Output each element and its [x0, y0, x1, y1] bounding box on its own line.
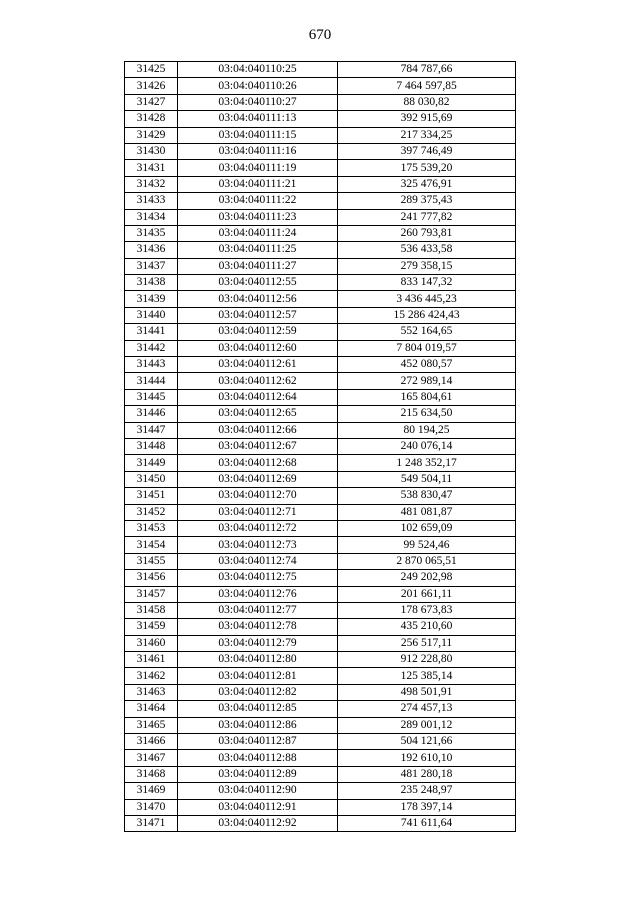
row-number-cell: 31443	[125, 357, 178, 373]
cadastral-value-cell: 215 634,50	[338, 406, 516, 422]
table-row	[125, 357, 516, 373]
row-number-cell: 31425	[125, 62, 178, 78]
row-number-cell: 31426	[125, 78, 178, 94]
row-number-cell: 31455	[125, 553, 178, 569]
row-number-cell: 31445	[125, 389, 178, 405]
cadastral-number-cell: 03:04:040112:55	[178, 275, 338, 291]
row-number-cell: 31431	[125, 160, 178, 176]
cadastral-number-cell: 03:04:040112:62	[178, 373, 338, 389]
cadastral-number-cell: 03:04:040111:24	[178, 225, 338, 241]
row-number-cell: 31459	[125, 619, 178, 635]
cadastral-number-cell: 03:04:040112:82	[178, 684, 338, 700]
cadastral-value-cell: 235 248,97	[338, 783, 516, 799]
cadastral-value-cell: 392 915,69	[338, 111, 516, 127]
row-number-cell: 31457	[125, 586, 178, 602]
cadastral-number-cell: 03:04:040112:73	[178, 537, 338, 553]
cadastral-value-cell: 435 210,60	[338, 619, 516, 635]
table-row	[125, 783, 516, 799]
cadastral-number-cell: 03:04:040112:80	[178, 652, 338, 668]
row-number-cell: 31463	[125, 684, 178, 700]
row-number-cell: 31451	[125, 488, 178, 504]
cadastral-value-cell: 260 793,81	[338, 225, 516, 241]
cadastral-value-cell: 538 830,47	[338, 488, 516, 504]
row-number-cell: 31434	[125, 209, 178, 225]
cadastral-value-cell: 178 397,14	[338, 799, 516, 815]
table-row	[125, 717, 516, 733]
cadastral-number-cell: 03:04:040112:68	[178, 455, 338, 471]
cadastral-number-cell: 03:04:040112:69	[178, 471, 338, 487]
cadastral-value-cell: 88 030,82	[338, 94, 516, 110]
row-number-cell: 31464	[125, 701, 178, 717]
table-row	[125, 143, 516, 159]
table-row	[125, 504, 516, 520]
cadastral-value-cell: 552 164,65	[338, 324, 516, 340]
row-number-cell: 31454	[125, 537, 178, 553]
cadastral-number-cell: 03:04:040112:81	[178, 668, 338, 684]
cadastral-number-cell: 03:04:040112:70	[178, 488, 338, 504]
row-number-cell: 31430	[125, 143, 178, 159]
cadastral-number-cell: 03:04:040111:25	[178, 242, 338, 258]
cadastral-number-cell: 03:04:040112:74	[178, 553, 338, 569]
row-number-cell: 31452	[125, 504, 178, 520]
cadastral-value-cell: 2 870 065,51	[338, 553, 516, 569]
cadastral-value-cell: 397 746,49	[338, 143, 516, 159]
table-row	[125, 766, 516, 782]
row-number-cell: 31456	[125, 570, 178, 586]
row-number-cell: 31470	[125, 799, 178, 815]
cadastral-number-cell: 03:04:040112:64	[178, 389, 338, 405]
table-row	[125, 619, 516, 635]
table-row	[125, 750, 516, 766]
cadastral-number-cell: 03:04:040112:76	[178, 586, 338, 602]
cadastral-number-cell: 03:04:040111:21	[178, 176, 338, 192]
cadastral-number-cell: 03:04:040111:16	[178, 143, 338, 159]
cadastral-value-cell: 192 610,10	[338, 750, 516, 766]
cadastral-value-cell: 175 539,20	[338, 160, 516, 176]
row-number-cell: 31469	[125, 783, 178, 799]
table-row	[125, 340, 516, 356]
row-number-cell: 31466	[125, 734, 178, 750]
row-number-cell: 31449	[125, 455, 178, 471]
row-number-cell: 31440	[125, 307, 178, 323]
page-number: 670	[308, 27, 332, 43]
table-row	[125, 78, 516, 94]
cadastral-value-cell: 80 194,25	[338, 422, 516, 438]
cadastral-value-cell: 249 202,98	[338, 570, 516, 586]
cadastral-number-cell: 03:04:040112:92	[178, 815, 338, 831]
cadastral-value-cell: 3 436 445,23	[338, 291, 516, 307]
cadastral-number-cell: 03:04:040112:66	[178, 422, 338, 438]
table-row	[125, 668, 516, 684]
table-row	[125, 455, 516, 471]
row-number-cell: 31453	[125, 520, 178, 536]
row-number-cell: 31465	[125, 717, 178, 733]
table-row	[125, 275, 516, 291]
cadastral-number-cell: 03:04:040112:56	[178, 291, 338, 307]
table-row	[125, 635, 516, 651]
cadastral-number-cell: 03:04:040112:65	[178, 406, 338, 422]
cadastral-number-cell: 03:04:040112:60	[178, 340, 338, 356]
cadastral-number-cell: 03:04:040112:59	[178, 324, 338, 340]
row-number-cell: 31448	[125, 438, 178, 454]
cadastral-number-cell: 03:04:040112:88	[178, 750, 338, 766]
row-number-cell: 31447	[125, 422, 178, 438]
cadastral-value-cell: 165 804,61	[338, 389, 516, 405]
cadastral-value-cell: 241 777,82	[338, 209, 516, 225]
cadastral-value-cell: 536 433,58	[338, 242, 516, 258]
row-number-cell: 31432	[125, 176, 178, 192]
table-row	[125, 258, 516, 274]
cadastral-value-cell: 7 804 019,57	[338, 340, 516, 356]
cadastral-value-cell: 741 611,64	[338, 815, 516, 831]
cadastral-value-cell: 481 081,87	[338, 504, 516, 520]
table-row	[125, 406, 516, 422]
cadastral-value-cell: 256 517,11	[338, 635, 516, 651]
row-number-cell: 31437	[125, 258, 178, 274]
table-row	[125, 799, 516, 815]
table-row	[125, 324, 516, 340]
row-number-cell: 31471	[125, 815, 178, 831]
cadastral-number-cell: 03:04:040112:78	[178, 619, 338, 635]
cadastral-number-cell: 03:04:040112:90	[178, 783, 338, 799]
table-row	[125, 176, 516, 192]
cadastral-number-cell: 03:04:040112:57	[178, 307, 338, 323]
table-row	[125, 586, 516, 602]
cadastral-value-cell: 325 476,91	[338, 176, 516, 192]
table-row	[125, 160, 516, 176]
cadastral-number-cell: 03:04:040112:89	[178, 766, 338, 782]
cadastral-value-cell: 452 080,57	[338, 357, 516, 373]
cadastral-value-table	[124, 61, 516, 832]
cadastral-number-cell: 03:04:040111:27	[178, 258, 338, 274]
cadastral-value-cell: 498 501,91	[338, 684, 516, 700]
cadastral-number-cell: 03:04:040110:27	[178, 94, 338, 110]
row-number-cell: 31460	[125, 635, 178, 651]
table-row	[125, 373, 516, 389]
row-number-cell: 31428	[125, 111, 178, 127]
cadastral-value-cell: 481 280,18	[338, 766, 516, 782]
cadastral-number-cell: 03:04:040111:15	[178, 127, 338, 143]
row-number-cell: 31442	[125, 340, 178, 356]
cadastral-number-cell: 03:04:040111:19	[178, 160, 338, 176]
table-row	[125, 815, 516, 831]
table-row	[125, 701, 516, 717]
cadastral-number-cell: 03:04:040112:87	[178, 734, 338, 750]
table-row	[125, 438, 516, 454]
cadastral-value-cell: 279 358,15	[338, 258, 516, 274]
cadastral-number-cell: 03:04:040112:72	[178, 520, 338, 536]
row-number-cell: 31461	[125, 652, 178, 668]
row-number-cell: 31441	[125, 324, 178, 340]
row-number-cell: 31427	[125, 94, 178, 110]
table-row	[125, 520, 516, 536]
row-number-cell: 31467	[125, 750, 178, 766]
row-number-cell: 31446	[125, 406, 178, 422]
row-number-cell: 31439	[125, 291, 178, 307]
cadastral-value-cell: 272 989,14	[338, 373, 516, 389]
cadastral-number-cell: 03:04:040112:91	[178, 799, 338, 815]
table-row	[125, 209, 516, 225]
cadastral-number-cell: 03:04:040112:77	[178, 602, 338, 618]
row-number-cell: 31468	[125, 766, 178, 782]
table-body	[125, 62, 516, 832]
table-row	[125, 127, 516, 143]
table-row	[125, 291, 516, 307]
row-number-cell: 31435	[125, 225, 178, 241]
cadastral-value-cell: 912 228,80	[338, 652, 516, 668]
table-row	[125, 307, 516, 323]
cadastral-number-cell: 03:04:040112:75	[178, 570, 338, 586]
cadastral-value-cell: 289 375,43	[338, 193, 516, 209]
cadastral-number-cell: 03:04:040111:23	[178, 209, 338, 225]
row-number-cell: 31436	[125, 242, 178, 258]
cadastral-value-cell: 217 334,25	[338, 127, 516, 143]
cadastral-value-cell: 7 464 597,85	[338, 78, 516, 94]
cadastral-value-cell: 274 457,13	[338, 701, 516, 717]
table-row	[125, 684, 516, 700]
table-row	[125, 94, 516, 110]
cadastral-value-cell: 833 147,32	[338, 275, 516, 291]
table-row	[125, 422, 516, 438]
table-row	[125, 225, 516, 241]
cadastral-number-cell: 03:04:040112:61	[178, 357, 338, 373]
cadastral-number-cell: 03:04:040110:25	[178, 62, 338, 78]
table-row	[125, 652, 516, 668]
cadastral-value-cell: 15 286 424,43	[338, 307, 516, 323]
row-number-cell: 31462	[125, 668, 178, 684]
cadastral-value-cell: 102 659,09	[338, 520, 516, 536]
cadastral-value-cell: 201 661,11	[338, 586, 516, 602]
table-row	[125, 602, 516, 618]
row-number-cell: 31438	[125, 275, 178, 291]
table-row	[125, 537, 516, 553]
table-row	[125, 570, 516, 586]
table-row	[125, 389, 516, 405]
table-row	[125, 488, 516, 504]
cadastral-number-cell: 03:04:040111:13	[178, 111, 338, 127]
row-number-cell: 31458	[125, 602, 178, 618]
row-number-cell: 31429	[125, 127, 178, 143]
cadastral-number-cell: 03:04:040112:67	[178, 438, 338, 454]
table-row	[125, 553, 516, 569]
cadastral-value-cell: 549 504,11	[338, 471, 516, 487]
cadastral-number-cell: 03:04:040110:26	[178, 78, 338, 94]
table-row	[125, 111, 516, 127]
cadastral-value-cell: 289 001,12	[338, 717, 516, 733]
row-number-cell: 31433	[125, 193, 178, 209]
row-number-cell: 31450	[125, 471, 178, 487]
cadastral-number-cell: 03:04:040111:22	[178, 193, 338, 209]
cadastral-value-cell: 784 787,66	[338, 62, 516, 78]
cadastral-value-cell: 178 673,83	[338, 602, 516, 618]
cadastral-number-cell: 03:04:040112:85	[178, 701, 338, 717]
table-row	[125, 193, 516, 209]
cadastral-value-cell: 99 524,46	[338, 537, 516, 553]
cadastral-value-cell: 1 248 352,17	[338, 455, 516, 471]
cadastral-number-cell: 03:04:040112:71	[178, 504, 338, 520]
table-row	[125, 471, 516, 487]
cadastral-value-cell: 125 385,14	[338, 668, 516, 684]
table-row	[125, 734, 516, 750]
cadastral-value-cell: 504 121,66	[338, 734, 516, 750]
cadastral-value-cell: 240 076,14	[338, 438, 516, 454]
table-row	[125, 242, 516, 258]
table-row	[125, 62, 516, 78]
row-number-cell: 31444	[125, 373, 178, 389]
cadastral-number-cell: 03:04:040112:79	[178, 635, 338, 651]
cadastral-number-cell: 03:04:040112:86	[178, 717, 338, 733]
